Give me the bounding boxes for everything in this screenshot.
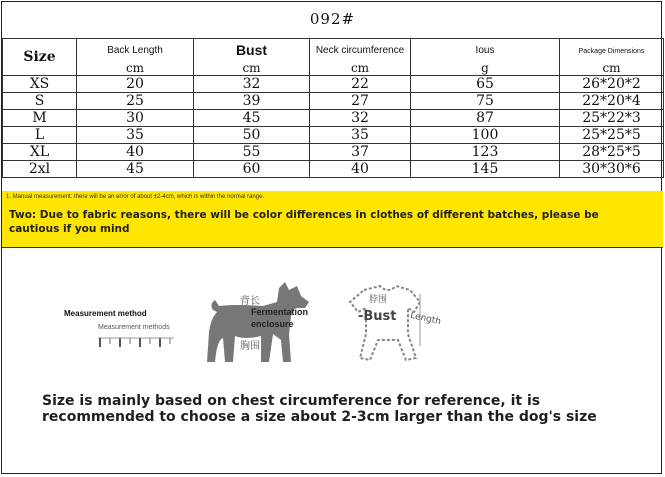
unit-back-length: cm	[125, 61, 145, 75]
header-bust	[194, 39, 310, 76]
cell-back: 45	[77, 161, 194, 178]
cell-neck: 22	[310, 76, 411, 93]
cell-weight: 87	[411, 110, 560, 127]
dog-back-length-label: 背长	[240, 296, 260, 307]
table-row	[3, 110, 664, 127]
cell-neck: 32	[310, 110, 411, 127]
measurement-method-title: Measurement method	[64, 309, 147, 318]
cell-neck: 35	[310, 127, 411, 144]
header-back-length-label: Back Length	[107, 45, 163, 56]
cell-size: 2xl	[3, 161, 77, 178]
cell-back: 35	[77, 127, 194, 144]
fermentation-label-line2: enclosure	[251, 319, 294, 329]
cell-size: XS	[3, 76, 77, 93]
fermentation-label-line1: Fermentation	[251, 307, 309, 317]
measurement-method-subtitle: Measurement methods	[98, 324, 170, 331]
cell-size: M	[3, 110, 77, 127]
header-package	[560, 39, 664, 76]
fermentation-enclosure-label	[251, 306, 308, 330]
cell-back: 20	[77, 76, 194, 93]
cell-bust: 32	[194, 76, 310, 93]
cell-weight: 65	[411, 76, 560, 93]
header-neck-label: Neck circumference	[315, 45, 405, 56]
header-weight	[411, 39, 560, 76]
size-advice-text: Size is mainly based on chest circumference for reference, it is recommended to choose a size about 2-3cm larger than the dog's size	[42, 393, 597, 425]
header-package-label: Package Dimensions	[578, 48, 645, 55]
shirt-length-label: Length	[409, 310, 442, 328]
cell-size: XL	[3, 144, 77, 161]
cell-package: 30*30*6	[560, 161, 664, 178]
header-size: Size	[3, 39, 77, 76]
cell-weight: 123	[411, 144, 560, 161]
cell-package: 28*25*5	[560, 144, 664, 161]
cell-weight: 75	[411, 93, 560, 110]
cell-neck: 40	[310, 161, 411, 178]
unit-bust: cm	[242, 61, 261, 75]
cell-neck: 27	[310, 93, 411, 110]
shirt-bust-label: -Bust	[358, 309, 397, 324]
cell-weight: 145	[411, 161, 560, 178]
cell-weight: 100	[411, 127, 560, 144]
measurement-error-note: 1. Manual measurement: there will be an error of about ±2-4cm, which is within the normal range.	[6, 194, 265, 200]
cell-package: 25*25*5	[560, 127, 664, 144]
header-back-length	[77, 39, 194, 76]
table-row	[3, 161, 664, 178]
dog-chest-label: 胸围	[240, 341, 260, 352]
size-chart-table	[2, 38, 664, 178]
cell-back: 25	[77, 93, 194, 110]
table-row	[3, 76, 664, 93]
header-bust-label: Bust	[235, 42, 268, 58]
table-row	[3, 127, 664, 144]
notes-band	[2, 191, 663, 248]
cell-back: 30	[77, 110, 194, 127]
cell-bust: 45	[194, 110, 310, 127]
cell-bust: 55	[194, 144, 310, 161]
unit-neck: cm	[350, 61, 370, 75]
cell-package: 25*22*3	[560, 110, 664, 127]
cell-bust: 50	[194, 127, 310, 144]
cell-bust: 60	[194, 161, 310, 178]
cell-size: L	[3, 127, 77, 144]
cell-back: 40	[77, 144, 194, 161]
header-neck	[310, 39, 411, 76]
unit-package: cm	[602, 61, 621, 75]
cell-size: S	[3, 93, 77, 110]
header-weight-label: Ious	[475, 45, 495, 56]
tape-measure-icon	[98, 335, 176, 349]
table-header-row	[3, 39, 664, 76]
table-row	[3, 93, 664, 110]
cell-package: 26*20*2	[560, 76, 664, 93]
color-difference-note: Two: Due to fabric reasons, there will be color differences in clothes of different batches, please be cautious if you mind	[9, 209, 599, 235]
cell-package: 22*20*4	[560, 93, 664, 110]
product-code-title: 092#	[309, 10, 356, 28]
table-row	[3, 144, 664, 161]
shirt-neck-label: 脖围	[369, 295, 388, 305]
cell-neck: 37	[310, 144, 411, 161]
cell-bust: 39	[194, 93, 310, 110]
unit-weight: g	[481, 61, 489, 75]
